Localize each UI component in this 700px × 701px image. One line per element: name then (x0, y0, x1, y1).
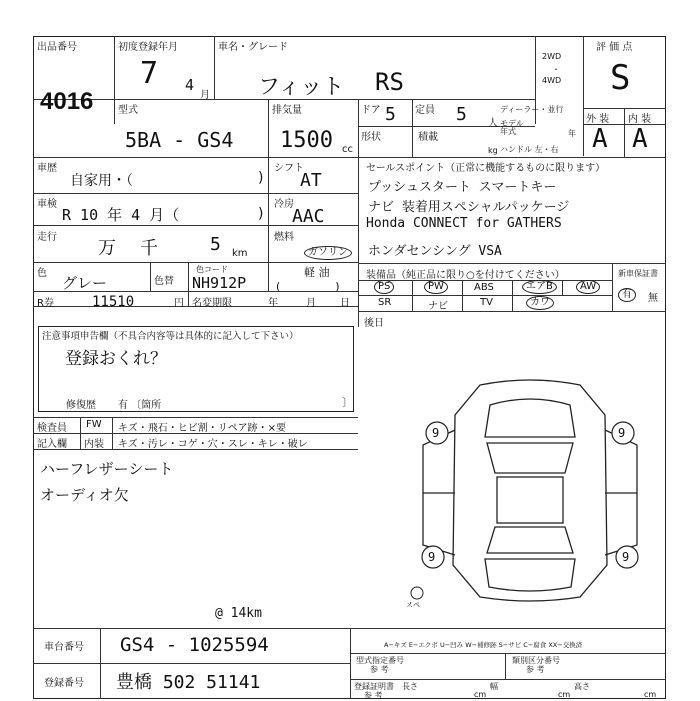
notes-line-2: オーディオ欠 (40, 486, 129, 504)
history-value: 自家用・（ (70, 173, 133, 189)
ymd-year: 年 (268, 298, 278, 309)
month-unit: 月 (200, 90, 210, 101)
color-code: NH912P (192, 274, 247, 292)
warranty-no: 無 (648, 293, 658, 304)
car-body-outline (453, 380, 607, 601)
car-windshield (487, 443, 573, 473)
load-label: 積載 (418, 132, 438, 143)
ymd-day: 日 (340, 298, 350, 309)
r-ken-value: 11510 (92, 294, 135, 310)
fuel-gasoline: ガソリン (304, 246, 352, 260)
model-code-label: 型式 (118, 105, 138, 116)
shaken-value: R 10 年 4 月（ (62, 206, 180, 224)
width-cm: cm (558, 690, 571, 699)
tire-mark-front-left: 9 (432, 426, 440, 440)
history-label: 車歴 (37, 163, 57, 174)
lot-number-label: 出品番号 (37, 42, 77, 53)
spare-tire (411, 587, 423, 599)
category-label: 類別区分番号 (512, 656, 560, 665)
color-change-label: 色替 (154, 276, 174, 287)
exterior-value: A (592, 124, 608, 154)
declare-label: 注意事項申告欄（不具合内容等は具体的に記入して下さい） (42, 331, 299, 342)
later-label: 後日 (364, 318, 384, 329)
spare-label: スペ (406, 601, 420, 609)
reg-value: 豊橋 502 51141 (116, 672, 261, 693)
first-reg-year: 7 (140, 56, 159, 91)
reg-label: 登録番号 (44, 678, 84, 689)
model-name-label: 車名・グレード (218, 42, 288, 53)
damage-legend: A−キズ E−エクボ U−凹み W−補修跡 S−サビ C−腐食 XX−交換済 (384, 641, 583, 649)
sales-point-4: ホンダセンシング VSA (368, 244, 502, 259)
model-code: 5BA - GS4 (125, 128, 234, 152)
car-trunk (485, 559, 575, 591)
bottom-mileage: @ 14km (215, 606, 262, 621)
exterior-row-label: FW (86, 419, 102, 430)
drive-2wd: 2WD (542, 52, 562, 61)
dealer-label: ディーラー・並行 (500, 105, 564, 114)
repair-value: 有 〔箇所 (118, 400, 162, 411)
length-cm: cm (474, 690, 487, 699)
doors-value: 5 (385, 104, 396, 125)
equip-pw: PW (424, 280, 448, 294)
equip-tv: TV (480, 297, 493, 308)
category-ref: 参 考 (526, 665, 545, 674)
exterior-marks: キズ・飛石・ヒビ割・リペア跡・×要 (118, 423, 286, 434)
inspector-label: 検査員 (37, 423, 67, 434)
grade-label: 評 価 点 (596, 42, 633, 53)
doors-label: ドア (361, 105, 381, 116)
mileage-label: 走行 (37, 232, 57, 243)
height-label: 高さ (574, 682, 590, 691)
height-cm: cm (644, 690, 657, 699)
grade-value: S (610, 58, 631, 98)
yen-unit: 円 (174, 298, 184, 309)
model-year-label: モデル年式 (500, 119, 524, 136)
name-change-label: 名変期限 (192, 298, 232, 309)
car-name: フィット (258, 75, 345, 100)
interior-row-label: 内装 (84, 439, 104, 450)
exterior-label: 外 装 (586, 114, 610, 125)
equip-airbag: エアB (522, 280, 557, 294)
capacity-value: 5 (456, 104, 467, 125)
length-label: 長さ (402, 682, 418, 691)
first-reg-label: 初度登録年月 (118, 42, 178, 53)
tire-mark-front-right: 9 (618, 426, 626, 440)
shift-label: シフト (274, 163, 304, 174)
chassis-label: 車台番号 (44, 642, 84, 653)
car-condition-diagram (395, 375, 665, 605)
shape-label: 形状 (361, 132, 381, 143)
type-num-ref: 参 考 (370, 665, 389, 674)
fill-label: 記入欄 (37, 439, 67, 450)
first-reg-month: 4 (185, 76, 195, 94)
fuel-label: 燃料 (274, 232, 294, 243)
warranty-label: 新車保証書 (618, 269, 658, 278)
cc-unit: cc (342, 144, 353, 155)
equip-aw: AW (576, 280, 600, 294)
sales-label: セールスポイント（正常に機能するものに限ります） (366, 163, 606, 174)
interior-value: A (632, 124, 648, 154)
equip-label: 装備品（純正品に限り○を付けてください） (366, 270, 565, 281)
equip-sr: SR (378, 297, 392, 308)
car-rear-window (487, 527, 573, 553)
ymd-month: 月 (306, 298, 316, 309)
color-code-label: 色コード (196, 265, 228, 274)
car-grade: RS (375, 68, 404, 96)
lot-number: 4016 (40, 88, 94, 115)
ac-label: 冷房 (274, 199, 294, 210)
repair-label: 修復歴 (66, 400, 96, 411)
notes-line-1: ハーフレザーシート (40, 460, 174, 478)
cert-label: 登録証明書 (354, 682, 394, 691)
width-label: 幅 (490, 682, 498, 691)
equip-leather: カワ (526, 296, 554, 310)
shaken-label: 車検 (37, 199, 57, 210)
kg-unit: kg (488, 146, 498, 155)
sales-point-1: プッシュスタート スマートキー (368, 180, 557, 195)
interior-marks: キズ・汚レ・コゲ・穴・スレ・キレ・破レ (118, 439, 308, 450)
sales-point-3: Honda CONNECT for GATHERS (366, 216, 562, 231)
cert-ref: 参 考 (364, 691, 383, 700)
mileage-sen: 千 (140, 238, 158, 259)
color-label: 色 (37, 268, 47, 279)
displacement-label: 排気量 (272, 105, 302, 116)
declare-value: 登録おくれ？ (65, 349, 167, 369)
drive-4wd: 4WD (542, 76, 562, 85)
warranty-yes: 有 (618, 288, 636, 302)
interior-label: 内 装 (628, 114, 652, 125)
capacity-label: 定員 (415, 105, 435, 116)
equip-navi: ナビ (428, 301, 448, 312)
car-hood (485, 399, 575, 437)
shift-value: AT (300, 170, 322, 191)
fuel-diesel: 軽 油 (304, 266, 330, 279)
handle-label: ハンドル 左・右 (500, 145, 559, 154)
sales-point-2: ナビ 装着用スペシャルパッケージ (368, 200, 570, 215)
tire-mark-rear-right: 9 (622, 550, 630, 564)
ac-value: AAC (292, 206, 325, 227)
mileage-man: 万 (98, 238, 116, 259)
tire-mark-rear-left: 9 (428, 550, 436, 564)
displacement: 1500 (280, 128, 333, 153)
person-unit: 人 (488, 118, 498, 129)
equip-ps: PS (374, 280, 394, 294)
r-ken-label: R券 (37, 298, 54, 309)
color-value: グレー (62, 274, 108, 292)
equip-abs: ABS (474, 282, 494, 293)
chassis-value: GS4 - 1025594 (120, 634, 269, 656)
year-unit: 年 (568, 129, 576, 138)
mileage-value: 5 (210, 234, 221, 255)
car-roof (497, 477, 563, 523)
type-num-label: 型式指定番号 (356, 656, 404, 665)
km-unit: km (232, 248, 248, 259)
